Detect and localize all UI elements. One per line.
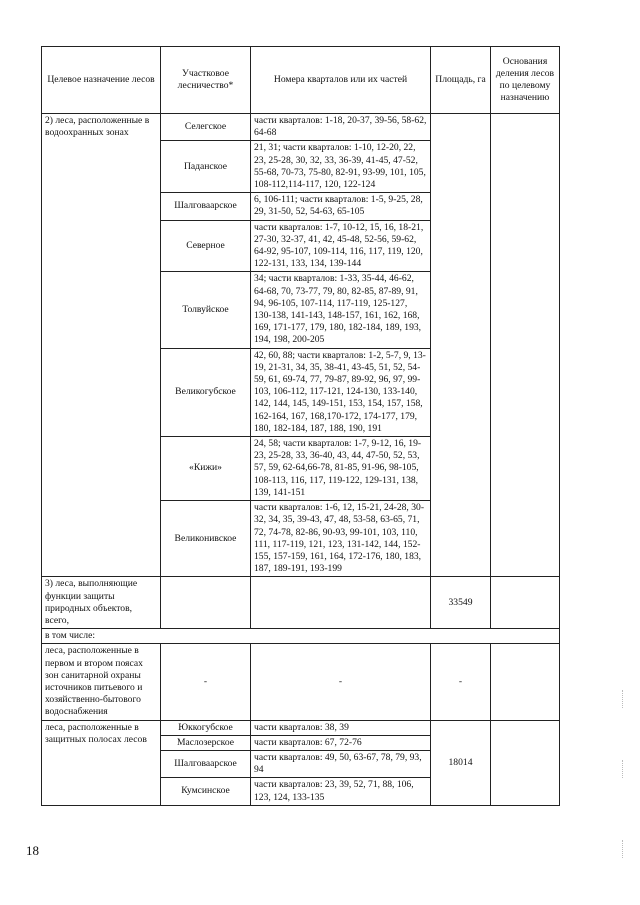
table-row xyxy=(42,577,560,629)
purpose-nature-protection: 3) леса, выполняющие функции защиты природных объектов, всего, xyxy=(42,577,161,629)
district-cell: Паданское xyxy=(161,141,251,193)
district-cell: - xyxy=(161,644,251,720)
basis-cell xyxy=(491,577,560,629)
purpose-protective-strips: леса, расположенные в защитных полосах лесов xyxy=(42,720,161,805)
quarters-cell: 6, 106-111; части кварталов: 1-5, 9-25, 28, 29, 31-50, 52, 54-63, 65-105 xyxy=(251,193,431,220)
area-cell: 33549 xyxy=(431,577,491,629)
area-cell: 18014 xyxy=(431,720,491,805)
table-row xyxy=(42,629,560,644)
scan-edge-mark xyxy=(622,840,625,858)
purpose-water-protection: 2) леса, расположенные в водоохранных зонах xyxy=(42,114,161,577)
quarters-cell: 42, 60, 88; части кварталов: 1-2, 5-7, 9, 13-19, 21-31, 34, 35, 38-41, 43-45, 51, 52, 54-59, 61, 69-74, 77, 79-87, 89-92, 96, 97, 99-103, 106-112, 117-121, 124-130, 133-140, 142, 144, 145, 149-151, 153, 154, 157, 158, 162-164, 167, 168,170-172, 174-177, 179, 180, 182-184, 187, 188, 190, 191 xyxy=(251,348,431,436)
district-cell: Великонивское xyxy=(161,501,251,577)
quarters-cell: части кварталов: 1-7, 10-12, 15, 16, 18-21, 27-30, 32-37, 41, 42, 45-48, 52-56, 59-62, 64-92, 95-107, 109-114, 116, 117, 119, 120, 122-131, 133, 134, 139-144 xyxy=(251,220,431,272)
forest-purpose-table xyxy=(41,46,560,806)
basis-cell xyxy=(491,114,560,577)
purpose-sanitary-zones: леса, расположенные в первом и втором поясах зон санитарной охраны источников питьевого и хозяйственно-бытового водоснабжения xyxy=(42,644,161,720)
district-cell xyxy=(161,577,251,629)
table-row xyxy=(42,644,560,720)
basis-cell xyxy=(491,644,560,720)
header-district: Участковое лесничество* xyxy=(161,47,251,114)
district-cell: Маслозерское xyxy=(161,735,251,750)
district-cell: Кумсинское xyxy=(161,778,251,805)
district-cell: Юккогубское xyxy=(161,720,251,735)
quarters-cell xyxy=(251,577,431,629)
header-area: Площадь, га xyxy=(431,47,491,114)
area-cell: - xyxy=(431,644,491,720)
scan-edge-mark xyxy=(622,690,625,708)
district-cell: Шалговаарское xyxy=(161,750,251,777)
quarters-cell: части кварталов: 1-6, 12, 15-21, 24-28, 30-32, 34, 35, 39-43, 47, 48, 53-58, 63-65, 71, 72, 74-78, 82-86, 90-93, 99-101, 103, 110, 111, 117-119, 121, 123, 131-142, 144, 152-155, 157-159, 161, 164, 172-176, 180, 183, 187, 189-191, 193-199 xyxy=(251,501,431,577)
quarters-cell: части кварталов: 49, 50, 63-67, 78, 79, 93, 94 xyxy=(251,750,431,777)
district-cell: «Кижи» xyxy=(161,437,251,501)
page-number: 18 xyxy=(26,843,39,858)
district-cell: Толвуйское xyxy=(161,272,251,348)
table-header-row xyxy=(42,47,560,114)
scan-edge-mark xyxy=(622,760,625,778)
quarters-cell: 24, 58; части кварталов: 1-7, 9-12, 16, 19-23, 25-28, 33, 36-40, 43, 44, 47-50, 52, 53, 57, 59, 62-64,66-78, 81-85, 91-96, 98-105, 108-113, 116, 117, 119-122, 129-131, 138, 139, 141-151 xyxy=(251,437,431,501)
header-basis: Основания деления лесов по целевому назначению xyxy=(491,47,560,114)
header-quarters: Номера кварталов или их частей xyxy=(251,47,431,114)
quarters-cell: 34; части кварталов: 1-33, 35-44, 46-62, 64-68, 70, 73-77, 79, 80, 82-85, 87-89, 91, 94, 96-105, 107-114, 117-119, 125-127, 130-138, 141-143, 148-157, 161, 162, 168, 169, 171-177, 179, 180, 182-184, 189, 193, 194, 198, 200-205 xyxy=(251,272,431,348)
quarters-cell: 21, 31; части кварталов: 1-10, 12-20, 22, 23, 25-28, 30, 32, 33, 36-39, 41-45, 47-52, 55-68, 70-73, 75-80, 82-91, 93-99, 101, 105, 108-112,114-117, 120, 122-124 xyxy=(251,141,431,193)
basis-cell xyxy=(491,720,560,805)
district-cell: Селегское xyxy=(161,114,251,141)
including-label: в том числе: xyxy=(42,629,560,644)
quarters-cell: части кварталов: 67, 72-76 xyxy=(251,735,431,750)
quarters-cell: - xyxy=(251,644,431,720)
quarters-cell: части кварталов: 38, 39 xyxy=(251,720,431,735)
table-row xyxy=(42,720,560,735)
district-cell: Великогубское xyxy=(161,348,251,436)
quarters-cell: части кварталов: 1-18, 20-37, 39-56, 58-62, 64-68 xyxy=(251,114,431,141)
area-cell xyxy=(431,114,491,577)
header-purpose: Целевое назначение лесов xyxy=(42,47,161,114)
district-cell: Северное xyxy=(161,220,251,272)
table-row xyxy=(42,114,560,141)
quarters-cell: части кварталов: 23, 39, 52, 71, 88, 106, 123, 124, 133-135 xyxy=(251,778,431,805)
district-cell: Шалговаарское xyxy=(161,193,251,220)
